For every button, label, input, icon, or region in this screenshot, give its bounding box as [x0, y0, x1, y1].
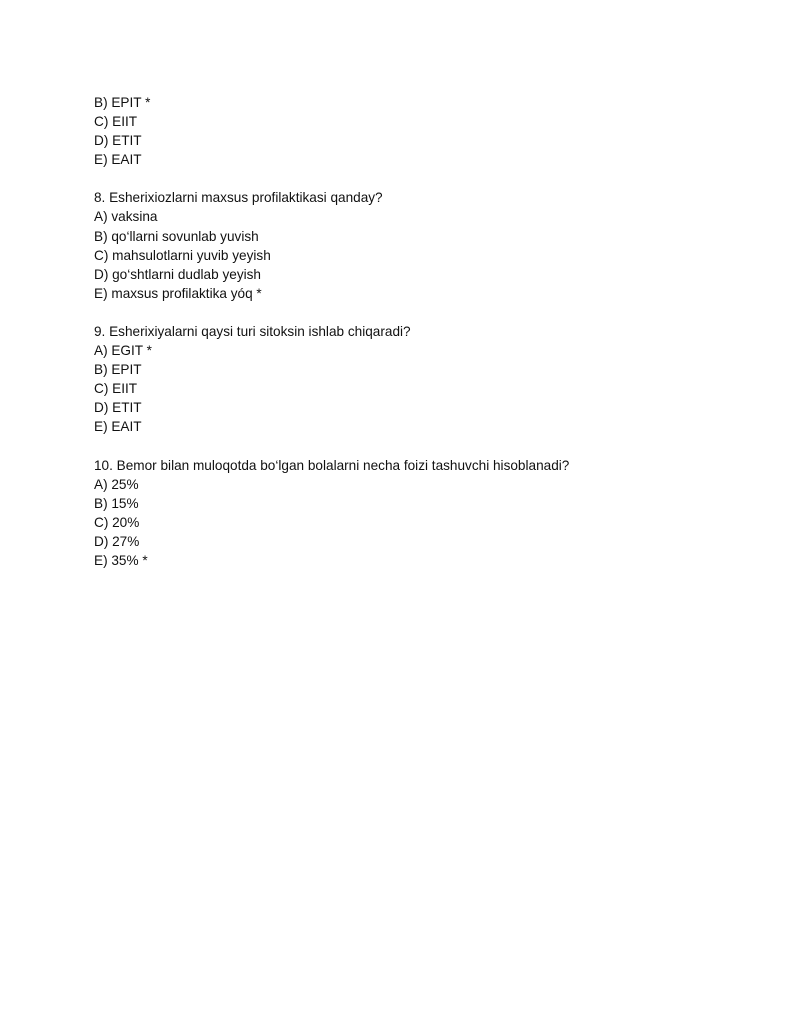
question-block-9 [94, 322, 714, 437]
answer-option: A) 25% [94, 476, 139, 492]
answer-option: A) EGIT * [94, 343, 152, 359]
question-block-10 [94, 456, 714, 571]
answer-option: B) EPIT * [94, 95, 151, 110]
answer-option: B) qo‘llarni sovunlab yuvish [94, 228, 259, 244]
question-text: 9. Esherixiyalarni qaysi turi sitoksin ishlab chiqaradi? [94, 323, 411, 339]
answer-option: D) ETIT [94, 400, 142, 416]
answer-option: D) go‘shtlarni dudlab yeyish [94, 266, 261, 282]
question-block-8 [94, 188, 714, 303]
paragraph-spacer [94, 437, 714, 456]
answer-option: A) vaksina [94, 209, 158, 225]
answer-option: C) EIIT [94, 381, 138, 397]
answer-option: C) EIIT [94, 114, 138, 130]
question-text: 10. Bemor bilan muloqotda bo‘lgan bolalarni necha foizi tashuvchi hisoblanadi? [94, 457, 570, 473]
answer-option: D) 27% [94, 533, 140, 549]
document-content [94, 93, 714, 570]
answer-option: E) EAIT [94, 152, 142, 168]
top-options-list [94, 93, 714, 169]
answer-option: E) 35% * [94, 552, 148, 568]
answer-option: E) EAIT [94, 419, 142, 435]
answer-option: B) 15% [94, 495, 139, 511]
question-text: 8. Esherixiozlarni maxsus profilaktikasi qanday? [94, 190, 383, 206]
answer-option: C) 20% [94, 514, 140, 530]
paragraph-spacer [94, 303, 714, 322]
answer-option: D) ETIT [94, 133, 142, 149]
answer-option: C) mahsulotlarni yuvib yeyish [94, 247, 271, 263]
paragraph-spacer [94, 169, 714, 188]
answer-option: B) EPIT [94, 362, 142, 378]
answer-option: E) maxsus profilaktika yóq * [94, 285, 262, 301]
